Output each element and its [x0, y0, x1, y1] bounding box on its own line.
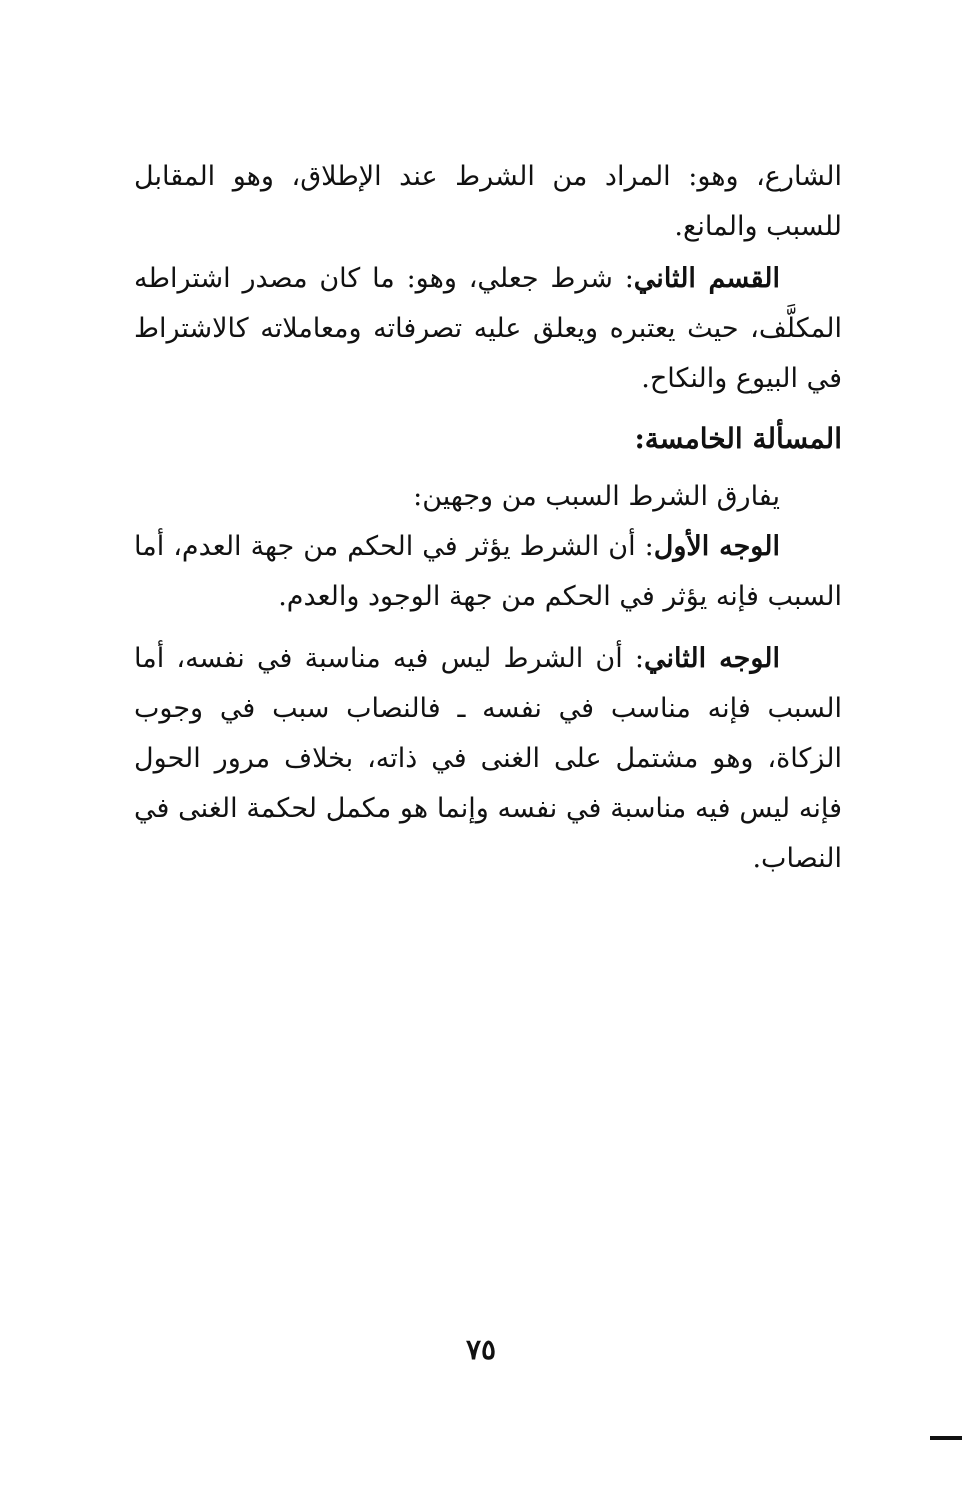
scan-edge-mark [930, 1436, 962, 1440]
paragraph-first-aspect [134, 522, 842, 622]
paragraph-text: يفارق الشرط السبب من وجهين: [413, 481, 780, 512]
paragraph-text: : أن الشرط يؤثر في الحكم من جهة العدم، أما السبب فإنه يؤثر في الحكم من جهة الوجود والعدم. [134, 531, 842, 612]
paragraph-label: القسم الثاني [633, 263, 780, 294]
paragraph-second-aspect [134, 634, 842, 884]
paragraph-label: الوجه الأول [653, 531, 780, 562]
paragraph-intro [134, 472, 842, 522]
paragraph-text: : أن الشرط ليس فيه مناسبة في نفسه، أما السبب فإنه مناسب في نفسه ـ فالنصاب سبب في وجوب الزكاة، وهو مشتمل على الغنى في ذاته، بخلاف مرور الحول فإنه ليس فيه مناسبة في نفسه وإنما هو مكمل لحكمة الغنى في النصاب. [134, 643, 842, 874]
paragraph-continuation [134, 152, 842, 252]
bottom-text-block [134, 472, 842, 884]
paragraph-label: الوجه الثاني [644, 643, 780, 674]
section-heading: المسألة الخامسة: [634, 422, 842, 455]
paragraph-text: الشارع، وهو: المراد من الشرط عند الإطلاق، وهو المقابل للسبب والمانع. [134, 161, 842, 242]
page-number: ٧٥ [465, 1333, 497, 1366]
top-text-block [134, 152, 842, 404]
paragraph-text: : شرط جعلي، وهو: ما كان مصدر اشتراطه المكلَّف، حيث يعتبره ويعلق عليه تصرفاته ومعاملاته كالاشتراط في البيوع والنكاح. [134, 263, 842, 394]
paragraph-second-section [134, 254, 842, 404]
